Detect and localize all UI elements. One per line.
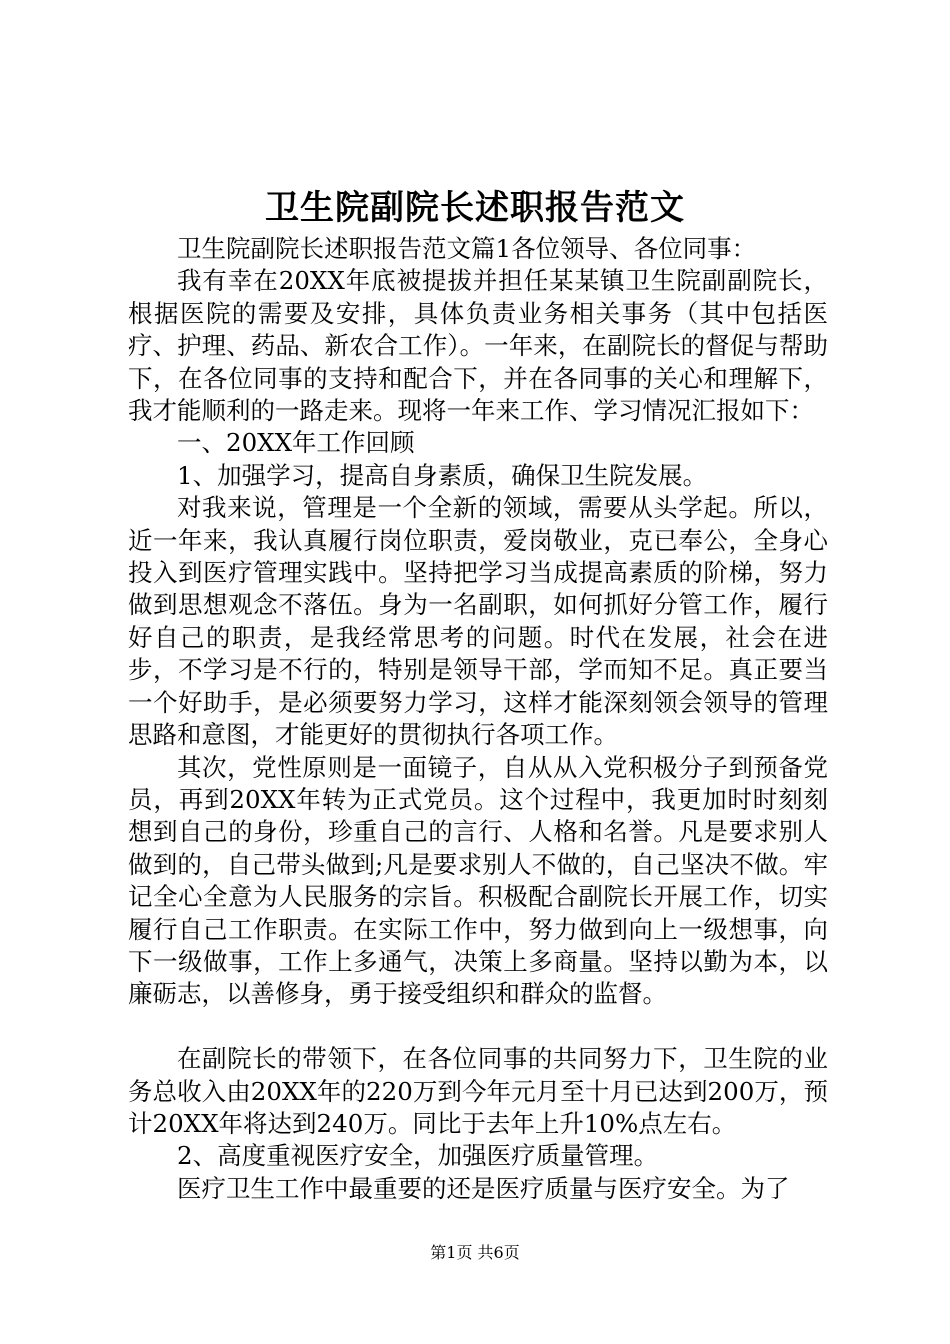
paragraph-study: 对我来说，管理是一个全新的领域，需要从头学起。所以，近一年来，我认真履行岗位职责，爱岗敬业，克已奉公，全身心投入到医疗管理实践中。坚持把学习当成提高素质的阶梯，努力做到思想观念不落伍。身为一名副职，如何抓好分管工作，履行好自己的职责，是我经常思考的问题。时代在发展，社会在进步，不学习是不行的，特别是领导干部，学而知不足。真正要当一个好助手，是必须要努力学习，这样才能深刻领会领导的管理思路和意图，才能更好的贯彻执行各项工作。 [128, 493, 828, 750]
document-title: 卫生院副院长述职报告范文 [265, 188, 685, 228]
paragraph-revenue: 在副院长的带领下，在各位同事的共同努力下，卫生院的业务总收入由20XX年的220万到今年元月至十月已达到200万，预计20XX年将达到240万。同比于去年上升10%点左右。 [128, 1044, 828, 1138]
blank-line [128, 1011, 828, 1043]
paragraph-intro: 卫生院副院长述职报告范文篇1各位领导、各位同事： [177, 234, 757, 263]
subheading-study: 1、加强学习，提高自身素质，确保卫生院发展。 [177, 460, 708, 490]
paragraph-safety: 医疗卫生工作中最重要的还是医疗质量与医疗安全。为了 [177, 1173, 790, 1203]
subheading-safety: 2、高度重视医疗安全，加强医疗质量管理。 [177, 1141, 659, 1171]
section-heading-review: 一、20XX年工作回顾 [177, 428, 415, 458]
paragraph-opening: 我有幸在20XX年底被提拔并担任某某镇卫生院副副院长，根据医院的需要及安排，具体负责业务相关事务（其中包括医疗、护理、药品、新农合工作）。一年来，在副院长的督促与帮助下，在各位同事的支持和配合下，并在各同事的关心和理解下，我才能顺利的一路走来。现将一年来工作、学习情况汇报如下： [128, 266, 828, 426]
document-body [128, 233, 828, 1205]
paragraph-party: 其次，党性原则是一面镜子，自从从入党积极分子到预备党员，再到20XX年转为正式党员。这个过程中，我更加时时刻刻想到自己的身份，珍重自己的言行、人格和名誉。凡是要求别人做到的，自己带头做到;凡是要求别人不做的，自己坚决不做。牢记全心全意为人民服务的宗旨。积极配合副院长开展工作，切实履行自己工作职责。在实际工作中，努力做到向上一级想事，向下一级做事，工作上多通气，决策上多商量。坚持以勤为本，以廉砺志，以善修身，勇于接受组织和群众的监督。 [128, 752, 828, 1009]
page-footer: 第1页 共6页 [430, 1243, 520, 1262]
